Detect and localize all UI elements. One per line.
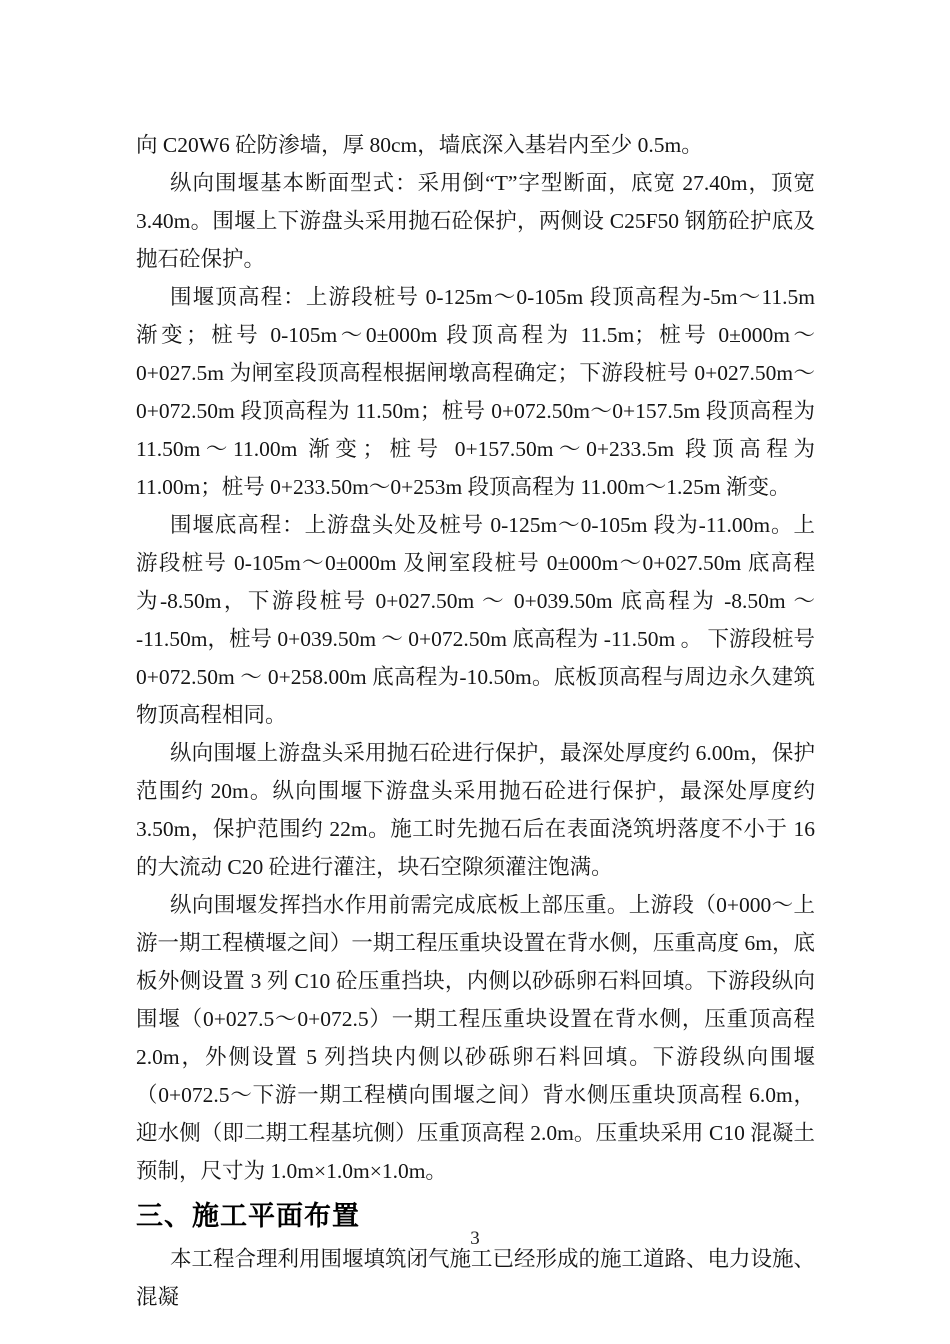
paragraph-cross-section: 纵向围堰基本断面型式：采用倒“T”字型断面，底宽 27.40m，顶宽 3.40m。围堰上下游盘头采用抛石砼保护，两侧设 C25F50 钢筋砼护底及抛石砼保护。 xyxy=(136,171,815,271)
document-body xyxy=(136,126,815,1316)
paragraph-base-elevation: 围堰底高程：上游盘头处及桩号 0-125m～0-105m 段为-11.00m。上游段桩号 0-105m～0±000m 及闸室段桩号 0±000m～0+027.50m 底高程为-8.50m，下游段桩号 0+027.50m ～ 0+039.50m 底高程为 -8.50m ～ -11.50m，桩号 0+039.50m ～ 0+072.50m 底高程为 -11.50m 。 下游段桩号 0+072.50m ～ 0+258.00m 底高程为-10.50m。底板顶高程与周边永久建筑物顶高程相同。 xyxy=(136,513,815,727)
paragraph-ballast-blocks: 纵向围堰发挥挡水作用前需完成底板上部压重。上游段（0+000～上游一期工程横堰之间）一期工程压重块设置在背水侧，压重高度 6m，底板外侧设置 3 列 C10 砼压重挡块，内侧以砂砾卵石料回填。下游段纵向围堰（0+027.5～0+072.5）一期工程压重块设置在背水侧，压重顶高程 2.0m，外侧设置 5 列挡块内侧以砂砾卵石料回填。下游段纵向围堰（0+072.5～下游一期工程横向围堰之间）背水侧压重块顶高程 6.0m，迎水侧（即二期工程基坑侧）压重顶高程 2.0m。压重块采用 C10 混凝土预制，尺寸为 1.0m×1.0m×1.0m。 xyxy=(136,893,815,1183)
page-number: 3 xyxy=(470,1228,480,1249)
paragraph-continuation: 向 C20W6 砼防渗墙，厚 80cm，墙底深入基岩内至少 0.5m。 xyxy=(136,133,703,157)
paragraph-site-layout: 本工程合理利用围堰填筑闭气施工已经形成的施工道路、电力设施、混凝 xyxy=(136,1247,816,1309)
paragraph-crest-elevation: 围堰顶高程：上游段桩号 0-125m～0-105m 段顶高程为-5m～11.5m 渐变；桩号 0-105m～0±000m 段顶高程为 11.5m；桩号 0±000m～0+027.5m 为闸室段顶高程根据闸墩高程确定；下游段桩号 0+027.50m～0+072.50m 段顶高程为 11.50m；桩号 0+072.50m～0+157.5m 段顶高程为 11.50m～11.00m 渐变；桩号 0+157.50m～0+233.5m 段顶高程为 11.00m；桩号 0+233.50m～0+253m 段顶高程为 11.00m～1.25m 渐变。 xyxy=(136,285,815,499)
paragraph-riprap-protection: 纵向围堰上游盘头采用抛石砼进行保护，最深处厚度约 6.00m，保护范围约 20m。纵向围堰下游盘头采用抛石砼进行保护，最深处厚度约 3.50m，保护范围约 22m。施工时先抛石后在表面浇筑坍落度不小于 16 的大流动 C20 砼进行灌注，块石空隙须灌注饱满。 xyxy=(136,741,815,879)
section-heading: 三、施工平面布置 xyxy=(136,1201,360,1231)
